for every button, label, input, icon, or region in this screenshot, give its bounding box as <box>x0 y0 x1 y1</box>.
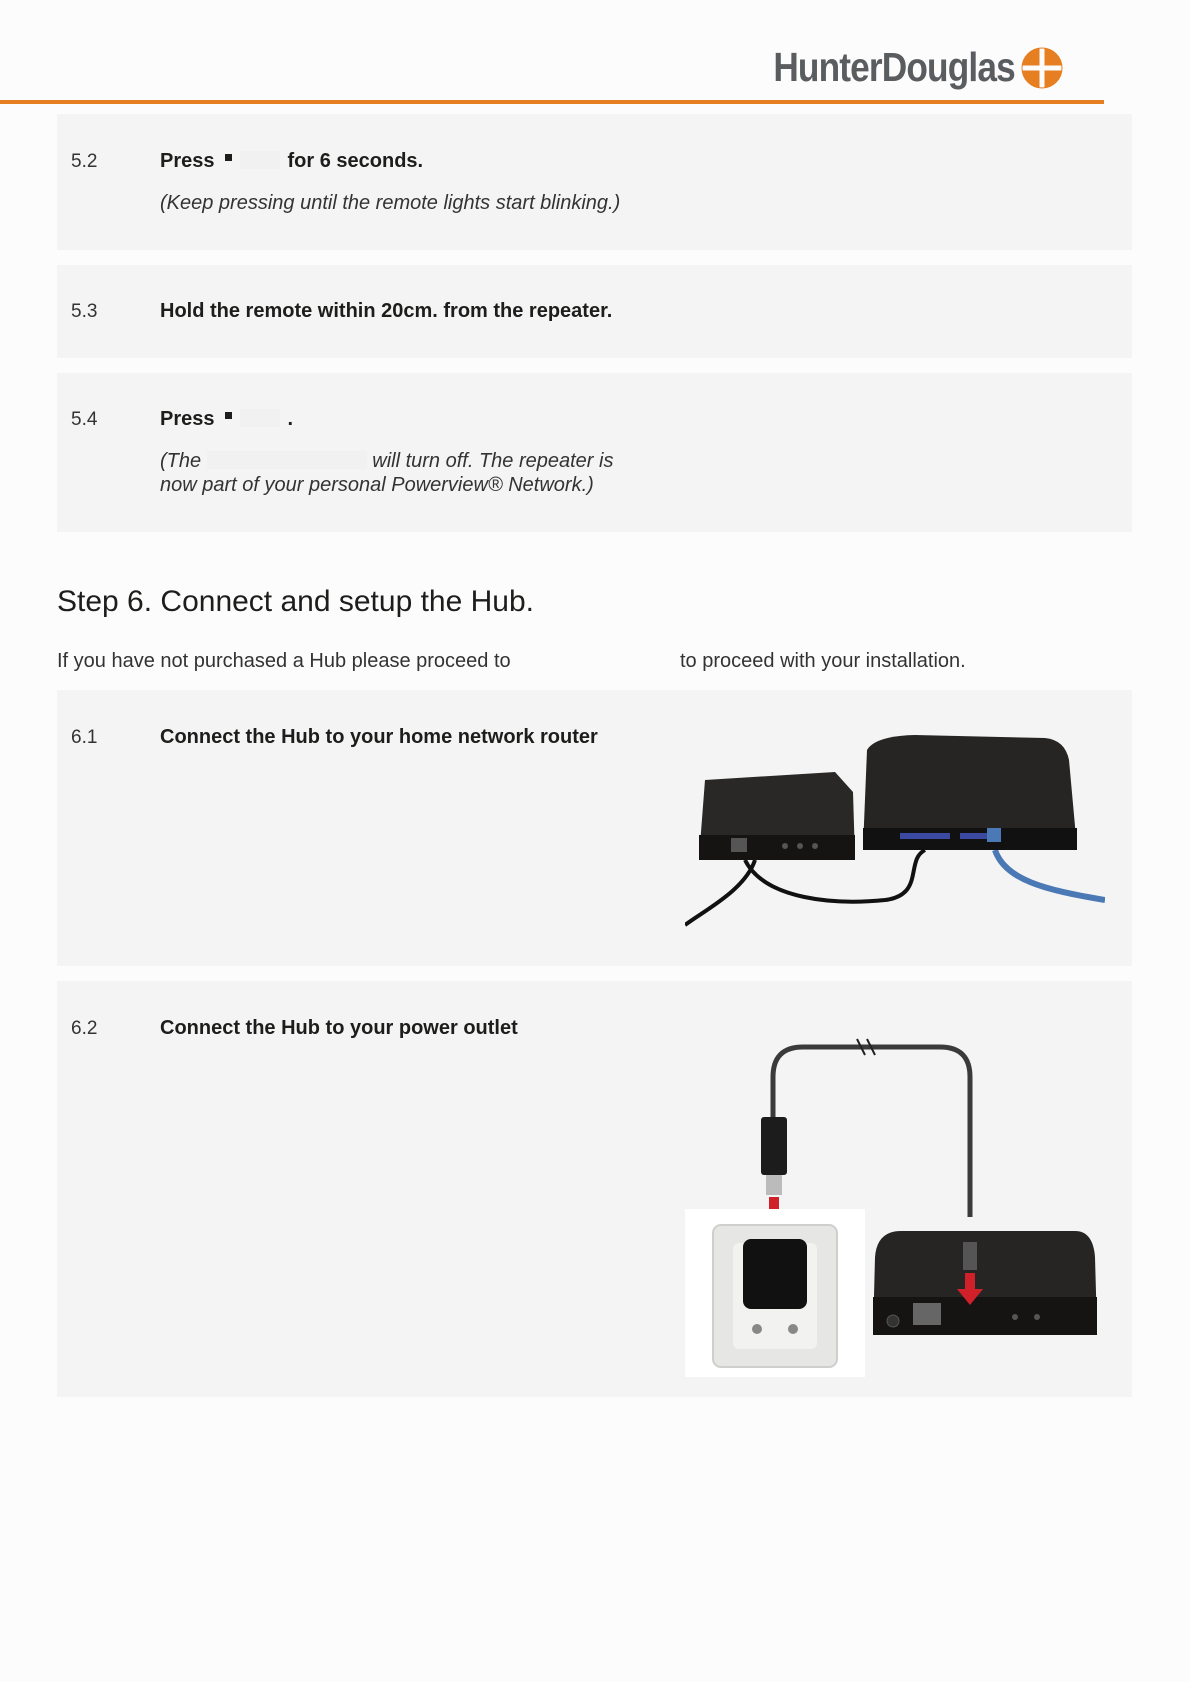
intro-text-left: If you have not purchased a Hub please proceed to <box>57 650 511 672</box>
step-5-3-box <box>57 265 1132 358</box>
step-title: Connect the Hub to your home network router <box>160 726 598 748</box>
step-note <box>160 449 613 497</box>
step-6-heading: Step 6. Connect and setup the Hub. <box>57 585 534 618</box>
step-number: 5.2 <box>71 151 98 172</box>
hub-router-illustration <box>685 730 1105 930</box>
step-note: (Keep pressing until the remote lights start blinking.) <box>160 192 621 214</box>
step-number: 5.4 <box>71 409 98 430</box>
hub-power-illustration <box>685 1017 1105 1377</box>
hunter-douglas-logo-icon <box>1021 47 1063 89</box>
note-end: now part of your personal Powerview® Network.) <box>160 474 594 496</box>
title-suffix: . <box>287 408 294 430</box>
step-title <box>160 408 293 431</box>
brand-name: HunterDouglas <box>773 44 1015 90</box>
note-start: (The <box>160 450 202 472</box>
title-press: Press <box>160 408 215 430</box>
header-rule <box>0 100 1104 104</box>
light-label-placeholder <box>207 451 367 469</box>
step-5-2-box <box>57 114 1132 250</box>
step-6-2-box <box>57 981 1132 1397</box>
brand-logo <box>734 44 1063 91</box>
intro-text-right: to proceed with your installation. <box>680 650 966 672</box>
button-square-icon <box>225 154 232 161</box>
step-title: Connect the Hub to your power outlet <box>160 1017 518 1039</box>
step-number: 6.1 <box>71 727 98 748</box>
title-suffix: for 6 seconds. <box>287 150 424 172</box>
step-title: Hold the remote within 20cm. from the repeater. <box>160 300 613 322</box>
button-square-icon <box>225 412 232 419</box>
step-5-4-box <box>57 373 1132 532</box>
step-title <box>160 150 423 173</box>
remote-key-icon <box>240 151 280 169</box>
step-number: 5.3 <box>71 301 98 322</box>
remote-key-icon <box>240 409 280 427</box>
step-6-1-box <box>57 690 1132 966</box>
step-number: 6.2 <box>71 1018 98 1039</box>
title-press: Press <box>160 150 215 172</box>
note-middle: will turn off. The repeater is <box>372 450 614 472</box>
